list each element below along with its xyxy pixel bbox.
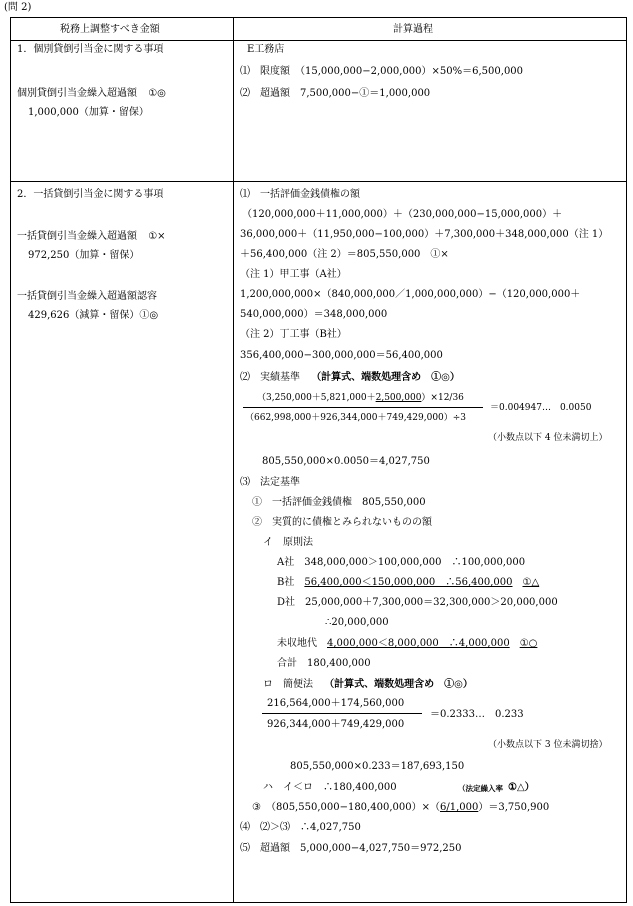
calc-line: ⑷ ⑵＞⑶ ∴4,027,750 [240,822,361,833]
rounding-note-2: （小数点以下 3 位未満切捨） [488,740,608,750]
simplified-method-label: ロ 簡便法 [263,679,313,690]
fraction2-result: ＝0.2333… 0.233 [430,709,524,720]
actual-basis-heading [240,373,460,383]
rounding-note-1: （小数点以下 4 位未満切上） [488,433,608,443]
table-top-border [10,17,627,18]
fraction1-num-a: （3,250,000＋5,821,000＋ [257,393,376,403]
b-company-label: B社 [277,577,305,588]
uncollected-rent-line [277,639,537,649]
s2-item1-label [17,232,166,242]
s2-item1-mark: ①× [148,231,166,242]
row1-bottom-border [10,181,627,182]
s1-item-label-text: 個別貸倒引当金繰入超過額 [17,88,137,99]
b-company-calc: 56,400,000＜150,000,000 ∴56,400,000 [304,577,513,588]
table-bottom-border [10,902,627,903]
calc-line: ① 一括評価金銭債権 805,550,000 [252,497,426,508]
statutory-calc-a: ③ （805,550,000−180,400,000）×（ [252,802,440,813]
calc-line: （注 1）甲工事（A社） [240,269,347,280]
b-company-line [277,578,539,588]
calc-line: 805,550,000×0.233＝187,693,150 [290,761,465,772]
excess-amount-line: ⑵ 超過額 7,500,000−①＝1,000,000 [240,88,431,99]
fraction1-num-underlined: 2,500,000 [375,393,422,403]
fraction1-bar [243,407,483,408]
calc-line: （注 2）丁工事（B社） [240,329,347,340]
calc-line: ⑶ 法定基準 [240,477,300,488]
statutory-rate-value: 6/1,000 [439,802,479,813]
company-name: E工務店 [247,44,285,55]
uncollected-rent-calc: 4,000,000＜8,000,000 ∴4,000,000 [327,638,510,649]
statutory-rate-label: （法定繰入率 [458,784,503,793]
calc-line: 36,000,000＋（11,950,000−100,000）＋7,300,000＋348,000,000（注 1） [240,229,609,240]
comparison-line [263,783,397,793]
calc-line: ② 実質的に債権とみられないものの額 [252,517,432,528]
calc-line: （120,000,000＋11,000,000）＋（230,000,000−15,000,000）＋ [242,209,563,220]
actual-basis-label: ⑵ 実績基準 [240,372,300,383]
uncollected-rent-label: 未収地代 [277,638,327,649]
uncollected-rent-mark: ①○ [519,638,538,649]
fraction1-numerator [257,394,464,403]
column-divider [233,17,234,903]
table-right-border [626,17,627,903]
statutory-calc-line [252,803,549,813]
question-label: (問 2) [4,2,32,13]
statutory-calc-b: ）＝3,750,900 [478,802,550,813]
s1-item-value: 1,000,000（加算・留保） [28,107,149,118]
calc-line: 540,000,000）＝348,000,000 [240,309,388,320]
calc-line: 合計 180,400,000 [277,658,371,669]
fraction1-result: ＝0.004947… 0.0050 [490,403,592,413]
section2-title: 2．一括貸倒引当金に関する事項 [17,189,164,200]
fraction2-bar [262,713,422,714]
s2-item1-label-text: 一括貸倒引当金繰入超過額 [17,231,137,242]
calc-line: 805,550,000×0.0050＝4,027,750 [262,456,430,467]
header-calculation-process: 計算過程 [393,24,433,35]
header-bottom-border [10,40,627,41]
calc-line: D社 25,000,000＋7,300,000＝32,300,000＞20,000,000 [277,597,558,608]
calc-line: 1,200,000,000×（840,000,000／1,000,000,000）−（120,000,000＋ [240,289,581,300]
fraction1-denominator: （662,998,000＋926,344,000＋749,429,000）÷3 [245,413,467,423]
calc-line: イ 原則法 [263,537,313,548]
statutory-rate-mark: ①△） [508,782,535,793]
table-left-border [10,17,11,903]
header-adjustment-amount: 税務上調整すべき金額 [60,24,160,35]
fraction2-numerator: 216,564,000＋174,560,000 [267,698,405,709]
s1-item-mark: ①◎ [148,88,166,99]
fraction1-num-b: ）×12/36 [421,393,464,403]
comparison-text: ハ イ＜ロ ∴180,400,000 [263,782,397,793]
simplified-method-heading [263,680,473,690]
s1-item-label [17,89,166,99]
s2-item1-value: 972,250（加算・留保） [28,250,140,261]
calc-line: ＋56,400,000（注 2）＝805,550,000 ①× [240,249,449,260]
calc-line: ∴20,000,000 [325,617,389,628]
simplified-method-scoring: （計算式、端数処理含め ①◎） [324,679,473,690]
fraction2-denominator: 926,344,000＋749,429,000 [267,719,405,730]
s2-item2-value: 429,626（減算・留保）①◎ [28,310,159,321]
b-company-mark: ①△ [522,577,540,588]
limit-amount-line: ⑴ 限度額 （15,000,000−2,000,000）×50%＝6,500,000 [240,66,524,77]
calc-line: ⑸ 超過額 5,000,000−4,027,750＝972,250 [240,843,462,854]
calc-line: A社 348,000,000＞100,000,000 ∴100,000,000 [277,557,526,568]
actual-basis-scoring: （計算式、端数処理含め ①◎） [311,372,460,383]
section1-title: 1．個別貸倒引当金に関する事項 [17,44,164,55]
calc-line: ⑴ 一括評価金銭債権の額 [240,189,360,200]
calc-line: 356,400,000−300,000,000＝56,400,000 [240,350,443,361]
s2-item2-label: 一括貸倒引当金繰入超過額認容 [17,291,157,302]
